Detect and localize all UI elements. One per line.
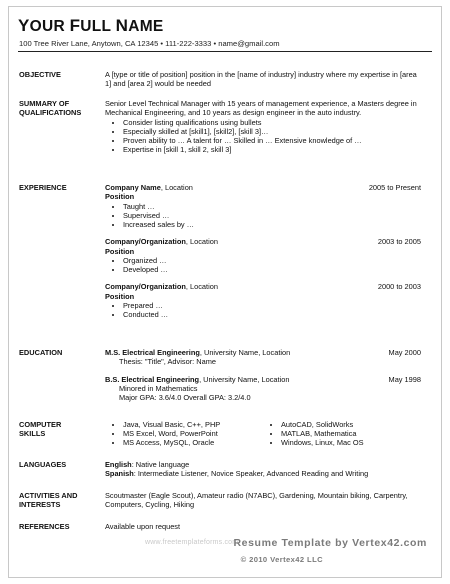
list-item: • AutoCAD, SolidWorks [281, 420, 421, 429]
job-date: 2000 to 2003 [377, 282, 421, 292]
skills-section [105, 420, 421, 448]
company-name: Company Name [105, 183, 161, 192]
summary-text: Senior Level Technical Manager with 15 years of management experience, a Masters degree in Mechanical Engineering, and 10 years as design engineer in the auto industry. [105, 99, 417, 118]
template-credit: Resume Template by Vertex42.com [233, 537, 427, 549]
resume-page [8, 6, 442, 578]
degree-detail: Major GPA: 3.6/4.0 Overall GPA: 3.2/4.0 [119, 393, 251, 403]
company-name: Company/Organization [105, 282, 186, 292]
list-item: • Taught … [123, 202, 421, 211]
list-item: • Java, Visual Basic, C++, PHP [123, 420, 263, 429]
list-item: • Supervised … [123, 211, 421, 220]
objective-heading: OBJECTIVE [19, 70, 61, 79]
language-entry: English: Native language [105, 460, 190, 469]
degree-detail: Minored in Mathematics [119, 383, 198, 393]
job-entry: Company/Organization, Location 2003 to 2005 Position • Organized … • Developed … [105, 237, 421, 274]
degree-name: B.S. Electrical Engineering [105, 374, 200, 384]
list-item: • Expertise in [skill 1, skill 2, skill 3] [123, 145, 421, 154]
skills-list-right [263, 420, 421, 448]
references-heading: REFERENCES [19, 522, 70, 531]
activities-text: Scoutmaster (Eagle Scout), Amateur radio (N7ABC), Gardening, Mountain biking, Carpentry, Computers, Cycling, Hiking [105, 491, 408, 510]
list-item: • Consider listing qualifications using bullets [123, 118, 421, 127]
activities-heading: ACTIVITIES AND INTERESTS [19, 491, 78, 510]
list-item: • Windows, Linux, Mac OS [281, 438, 421, 447]
list-item: • MS Access, MySQL, Oracle [123, 438, 263, 447]
degree-entry: M.S. Electrical Engineering, University Name, Location May 2000 Thesis: "Title", Advisor: Name [105, 348, 421, 367]
summary-section [105, 99, 421, 154]
contact-line: 100 Tree River Lane, Anytown, CA 12345 • 111-222-3333 • name@gmail.com [19, 39, 280, 48]
objective-text: A [type or title of position] position in the [name of industry] industry where my expertise in [area 1] and [area 2] would be needed [105, 70, 417, 89]
degree-detail: Thesis: "Title", Advisor: Name [119, 357, 216, 367]
list-item: • MATLAB, Mathematica [281, 429, 421, 438]
summary-bullets [105, 118, 421, 155]
references-text: Available upon request [105, 522, 181, 531]
company-name: Company/Organization [105, 237, 186, 247]
list-item: • Developed … [123, 265, 421, 274]
job-date: 2005 to Present [368, 183, 421, 192]
skills-list-left [105, 420, 263, 448]
list-item: • Especially skilled at [skill1], [skill2], [skill 3]… [123, 127, 421, 136]
job-entry: Company Name, Location 2005 to Present Position • Taught … • Supervised … • Increased sales by … [105, 183, 421, 229]
degree-name: M.S. Electrical Engineering [105, 348, 200, 357]
list-item: • Conducted … [123, 310, 421, 319]
experience-section [105, 183, 421, 319]
job-position: Position [105, 246, 135, 256]
education-heading: EDUCATION [19, 348, 63, 357]
degree-date: May 2000 [388, 348, 421, 357]
skills-heading: COMPUTER SKILLS [19, 420, 62, 439]
languages-section [105, 460, 421, 479]
languages-heading: LANGUAGES [19, 460, 67, 469]
list-item: • Organized … [123, 256, 421, 265]
list-item: • Prepared … [123, 301, 421, 310]
header-divider [18, 51, 432, 52]
watermark-text: www.freetemplateforms.com [145, 539, 239, 546]
resume-name: YOUR FULL NAME [18, 16, 164, 35]
degree-date: May 1998 [388, 374, 421, 384]
summary-heading: SUMMARY OF QUALIFICATIONS [19, 99, 82, 118]
experience-heading: EXPERIENCE [19, 183, 67, 192]
list-item: • Increased sales by … [123, 220, 421, 229]
list-item: • Proven ability to … A talent for … Skilled in … Extensive knowledge of … [123, 136, 421, 145]
job-entry: Company/Organization, Location 2000 to 2003 Position • Prepared … • Conducted … [105, 282, 421, 319]
job-position: Position [105, 192, 135, 202]
list-item: • MS Excel, Word, PowerPoint [123, 429, 263, 438]
language-entry: Spanish: Intermediate Listener, Novice Speaker, Advanced Reading and Writing [105, 469, 369, 479]
job-position: Position [105, 291, 135, 301]
education-section [105, 348, 421, 402]
degree-entry: B.S. Electrical Engineering, University Name, Location May 1998 Minored in Mathematics Major GPA: 3.6/4.0 Overall GPA: 3.2/4.0 [105, 374, 421, 403]
job-date: 2003 to 2005 [377, 237, 421, 247]
copyright-text: © 2010 Vertex42 LLC [240, 555, 323, 564]
